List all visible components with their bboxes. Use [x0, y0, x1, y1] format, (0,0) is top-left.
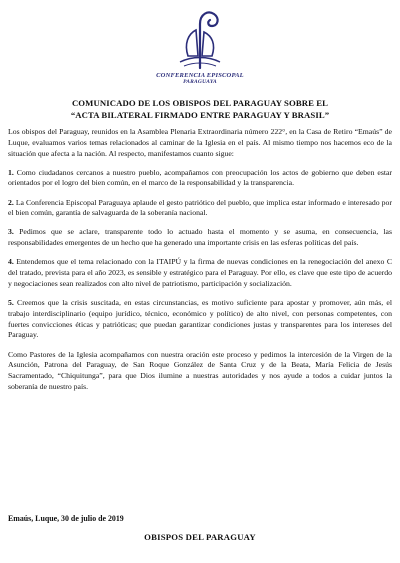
point-text: La Conferencia Episcopal Paraguaya aplaude el gesto patriótico del pueblo, que implica estar informado e interesado por el bien común, garantía de salvaguarda de la soberanía nacional. — [8, 197, 393, 218]
document-title-line1: COMUNICADO DE LOS OBISPOS DEL PARAGUAY SOBRE EL — [71, 98, 329, 108]
org-name-line1: CONFERENCIA EPISCOPAL — [156, 72, 244, 79]
point-number: 2. — [8, 197, 14, 207]
point-number: 3. — [8, 227, 14, 237]
bishop-crozier-mitre-icon — [170, 6, 230, 72]
point-paragraph — [8, 198, 392, 220]
closing-paragraph: Como Pastores de la Iglesia acompañamos con nuestra oración este proceso y pedimos la intercesión de la Virgen de la Asunción, Patrona del Paraguay, de San Roque González de Santa Cruz y de la Beata, María Felicia de Jesús Sacramentado, “Chiquitunga”, para que Dios ilumine a nuestras autoridades y nos ayude a todos a cuidar juntos la soberanía de nuestro país. — [8, 349, 392, 391]
point-text: Creemos que la crisis suscitada, en estas circunstancias, es motivo suficiente para apostar y promover, aún más, el trabajo interdisciplinario (equipo jurídico, técnico, económico y político) de alto nivel, con personas competentes, con fuertes convicciones éticas y patrióticas; que puedan garantizar condiciones justas y transparentes para los intereses del Paraguay. — [8, 298, 393, 340]
point-paragraph — [8, 257, 392, 289]
point-paragraph — [8, 227, 392, 249]
point-text: Pedimos que se aclare, transparente todo lo actuado hasta el momento y se asuma, en consecuencia, las responsabilidades emergentes de un hecho que ha generado una importante crisis en las esferas políticas del país. — [8, 227, 393, 248]
header-logo — [90, 6, 310, 86]
document-title-line2: “ACTA BILATERAL FIRMADO ENTRE PARAGUAY Y BRASIL” — [70, 110, 330, 120]
document-date: Emaús, Luque, 30 de julio de 2019 — [8, 514, 124, 523]
point-paragraph — [8, 298, 392, 341]
document-body — [8, 127, 392, 401]
point-number: 4. — [8, 257, 14, 267]
point-paragraph — [8, 168, 392, 190]
org-name-line2: PARAGUAYA — [183, 79, 217, 85]
point-number: 5. — [8, 298, 14, 308]
point-text: Como ciudadanos cercanos a nuestro pueblo, acompañamos con preocupación los actos de gobierno que deben estar orientados por el logro del bien común, en el marco de la responsabilidad y la transparencia. — [8, 167, 393, 188]
intro-paragraph: Los obispos del Paraguay, reunidos en la Asamblea Plenaria Extraordinaria número 222°, en la Casa de Retiro “Emaús” de Luque, evaluamos varios temas relacionados al caminar de la Iglesia en el país. Al mismo tiempo nos hacemos eco de la situación que afecta a la nación. Al respecto, manifestamos cuanto sigue: — [8, 127, 392, 158]
point-number: 1. — [8, 167, 14, 177]
point-text: Entendemos que el tema relacionado con la ITAIPÚ y la firma de nuevas condiciones en la renegociación del anexo C del tratado, prevista para el año 2023, es sensible y estratégico para el Paraguay. Por ello, es clave que este tipo de acuerdo y negociaciones sean realizados con alto nivel de patriotismo, participación y socialización. — [8, 257, 392, 288]
signature: OBISPOS DEL PARAGUAY — [144, 532, 256, 542]
